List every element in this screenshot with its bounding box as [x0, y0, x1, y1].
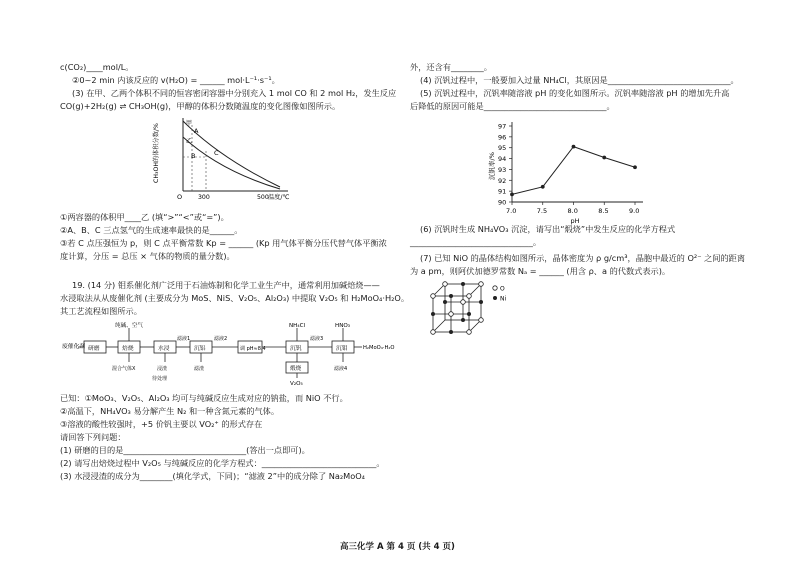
- flow-filtrate-4: 滤液4: [334, 366, 348, 372]
- left-line-3: (3) 在甲、乙两个体积不同的恒容密闭容器中分别充入 1 mol CO 和 2 mol H₂，发生反应: [72, 88, 397, 98]
- g1-curve-yi: [183, 137, 280, 189]
- chart-ytick-label: 97: [498, 122, 507, 131]
- q19-stem-2: 水浸取法从从废催化剂 (主要成分为 MoS、NiS、V₂O₅、Al₂O₃) 中提取 V₂O₅ 和 H₂MoO₄·H₂O。: [60, 293, 410, 303]
- page-footer: 高三化学 A 第 4 页 (共 4 页): [340, 542, 455, 552]
- q19-part2: (2) 请写出焙烧过程中 V₂O₅ 与纯碱反应的化学方程式：____________________________。: [60, 458, 385, 468]
- flow-filtrate-2: 滤液2: [214, 336, 228, 342]
- questions-header: 请回答下列问题：: [60, 432, 126, 442]
- chart-data-point: [572, 145, 576, 149]
- flow-step-ph-label: 调 pH≈8.4: [240, 346, 266, 352]
- chart-ylabel: 沉钒率/%: [488, 152, 496, 180]
- chart-data-point: [602, 156, 606, 160]
- q19-stem-3: 其工艺流程如图所示。: [60, 306, 142, 316]
- legend-nickel-label: Ni: [500, 295, 507, 303]
- q19-part7-cont: 为 a pm，则阿伏加德罗常数 Nₐ = ______ (用含 ρ、a 的代数式表示)。: [410, 266, 671, 276]
- right-line-1: 外，还含有________。: [410, 62, 492, 72]
- q3-part3: ③若 C 点压强恒为 p，则 C 点平衡常数 Kp = ______ (Kp 用气体平衡分压代替气体平衡浓: [60, 238, 387, 248]
- flow-product-mo: H₂MoO₄·H₂O: [363, 345, 395, 351]
- g1-curve-label-jia: 甲: [186, 120, 193, 127]
- crystal-edges: [433, 284, 481, 332]
- q19-part5-cont: 后降低的原因可能是______________________________。: [410, 101, 615, 111]
- q3-part2: ②A、B、C 三点氢气的生成速率最快的是______。: [60, 225, 243, 235]
- flow-input-nh4cl: NH₄Cl: [289, 323, 306, 329]
- flow-residue-leach: 浸渣: [157, 366, 168, 372]
- nio-crystal-diagram: [425, 278, 515, 336]
- left-line-1: c(CO₂)____mol/L。: [60, 62, 134, 72]
- chart-xtick-label: 7.0: [506, 207, 517, 215]
- g1-tick-500: 500: [257, 194, 269, 201]
- legend-nickel-icon: [493, 296, 497, 300]
- g1-ylabel: CH₃OH的体积分数/%: [153, 123, 160, 183]
- vanadium-rate-chart: [470, 118, 700, 228]
- flow-start: 废催化剂: [62, 344, 86, 350]
- chart-ytick-label: 95: [498, 144, 507, 153]
- q19-part7: (7) 已知 NiO 的晶体结构如图所示，晶体密度为 ρ g/cm³，晶胞中最近的 O²⁻ 之间的距离: [420, 253, 746, 263]
- flow-pending: 待处理: [152, 376, 168, 382]
- chart-xtick-label: 8.0: [567, 207, 578, 215]
- flow-step-mo-label: 沉钼: [336, 346, 348, 352]
- methanol-fraction-graph: [150, 113, 295, 205]
- flow-step-v-label: 沉钒: [290, 346, 302, 352]
- flow-filtrate-1: 滤液1: [177, 336, 191, 342]
- chart-ytick-label: 91: [498, 187, 507, 196]
- chart-ytick-label: 92: [498, 176, 507, 185]
- chart-xtick-label: 7.5: [536, 207, 548, 215]
- known-note-2: ②高温下，NH₄VO₃ 易分解产生 N₂ 和一种含氮元素的气体。: [60, 406, 280, 416]
- chart-ytick-label: 96: [498, 133, 507, 142]
- flow-filtrate-3: 滤液3: [310, 336, 324, 342]
- chart-data-point: [510, 193, 514, 197]
- chart-series-line: [512, 147, 635, 195]
- chart-data-point: [541, 185, 545, 189]
- q3-part1: ①两容器的体积甲____乙 (填“>”“<”或“=”)。: [60, 212, 229, 222]
- chart-xtick-label: 9.0: [629, 207, 640, 215]
- legend-oxygen-icon: [493, 286, 497, 290]
- known-note-3: ③溶液的酸性较强时，+5 价钒主要以 VO₂⁺ 的形式存在: [60, 419, 263, 429]
- g1-xlabel: 温度/℃: [268, 194, 290, 201]
- flow-residue-al: 滤渣: [194, 366, 205, 372]
- chart-xlabel: pH: [570, 217, 580, 225]
- q19-part4: (4) 沉钒过程中，一般要加入过量 NH₄Cl，其原因是______________________________。: [420, 75, 739, 85]
- q19-part6: (6) 沉钒时生成 NH₄VO₃ 沉淀，请写出“煅烧”中发生反应的化学方程式: [420, 224, 676, 234]
- chart-ytick-label: 90: [498, 198, 507, 207]
- chart-xtick-label: 8.5: [598, 207, 609, 215]
- flow-product-v2o5: V₂O₅: [290, 381, 303, 387]
- flow-input-soda: 纯碱、空气: [115, 323, 143, 329]
- flow-step-leach-label: 水浸: [158, 346, 170, 352]
- flow-step-grind-label: 研磨: [88, 346, 100, 352]
- chart-ytick-label: 94: [498, 155, 507, 164]
- q19-part6-blank: ______________________________。: [410, 237, 542, 247]
- left-line-2: ②0~2 min 内该反应的 v(H₂O) = ______ mol·L⁻¹·s⁻¹。: [72, 75, 280, 85]
- g1-point-c: C: [214, 149, 219, 157]
- legend-oxygen-label: O: [500, 285, 505, 293]
- g1-point-b: B: [191, 152, 196, 160]
- left-line-4: CO(g)+2H₂(g) ⇌ CH₃OH(g)，甲醇的体积分数随温度的变化图像如图所示。: [60, 101, 341, 111]
- q19-part1: (1) 研磨的目的是______________________________(答出一点即可)。: [60, 445, 310, 455]
- q3-part3-cont: 度计算，分压 = 总压 × 气体的物质的量分数)。: [60, 251, 235, 261]
- process-flow-diagram: [60, 320, 395, 388]
- q19-part3: (3) 水浸浸渣的成分为________(填化学式，下同)；“滤液 2”中的成分除了 Na₂MoO₄: [60, 471, 365, 481]
- flow-step-roast-label: 焙烧: [122, 346, 134, 352]
- flow-step-al-label: 沉铝: [194, 346, 206, 352]
- g1-origin: O: [177, 193, 183, 201]
- g1-curve-label-yi: 乙: [186, 138, 193, 145]
- chart-ytick-label: 93: [498, 165, 507, 174]
- flow-input-hno3: HNO₃: [335, 323, 351, 329]
- known-note-1: 已知：①MoO₃、V₂O₅、Al₂O₃ 均可与纯碱反应生成对应的钠盐，而 NiO 不行。: [60, 393, 348, 403]
- q19-stem-1: 19. (14 分) 钼系催化剂广泛用于石油炼制和化学工业生产中，通常利用加碱焙烧——: [72, 280, 380, 290]
- flow-gas-x: 混合气体X: [112, 366, 136, 372]
- flow-step-calcine-label: 煅烧: [290, 366, 302, 372]
- q19-part5: (5) 沉钒过程中，沉钒率随溶液 pH 的变化如图所示。沉钒率随溶液 pH 的增加先升高: [420, 88, 730, 98]
- flow-arrows: [78, 328, 362, 362]
- g1-tick-300: 300: [198, 194, 210, 201]
- chart-data-point: [633, 165, 637, 169]
- g1-point-a: A: [194, 127, 199, 135]
